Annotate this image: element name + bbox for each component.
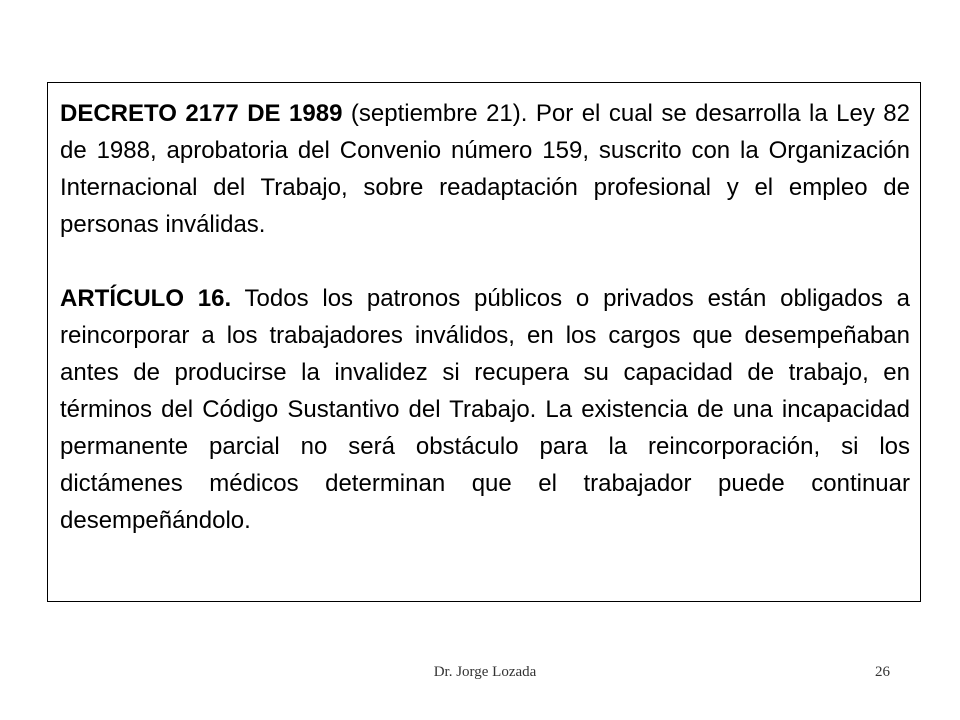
article-heading: ARTÍCULO 16. <box>60 285 232 312</box>
decree-heading: DECRETO 2177 DE 1989 <box>60 100 343 127</box>
article-paragraph <box>60 280 910 539</box>
legal-text-box <box>47 82 921 602</box>
footer-author: Dr. Jorge Lozada <box>433 664 537 680</box>
decree-paragraph <box>60 95 910 243</box>
decree-body: (septiembre 21). Por el cual se desarrolla la Ley 82 de 1988, aprobatoria del Convenio número 159, suscrito con la Organización Internacional del Trabajo, sobre readaptación profesional y el empleo de personas inválidas. <box>60 100 910 238</box>
page-number: 26 <box>875 664 890 680</box>
article-body: Todos los patronos públicos o privados están obligados a reincorporar a los trabajadores inválidos, en los cargos que desempeñaban antes de producirse la invalidez si recupera su capacidad de trabajo, en términos del Código Sustantivo del Trabajo. La existencia de una incapacidad permanente parcial no será obstáculo para la reincorporación, si los dictámenes médicos determinan que el trabajador puede continuar desempeñándolo. <box>60 285 911 534</box>
